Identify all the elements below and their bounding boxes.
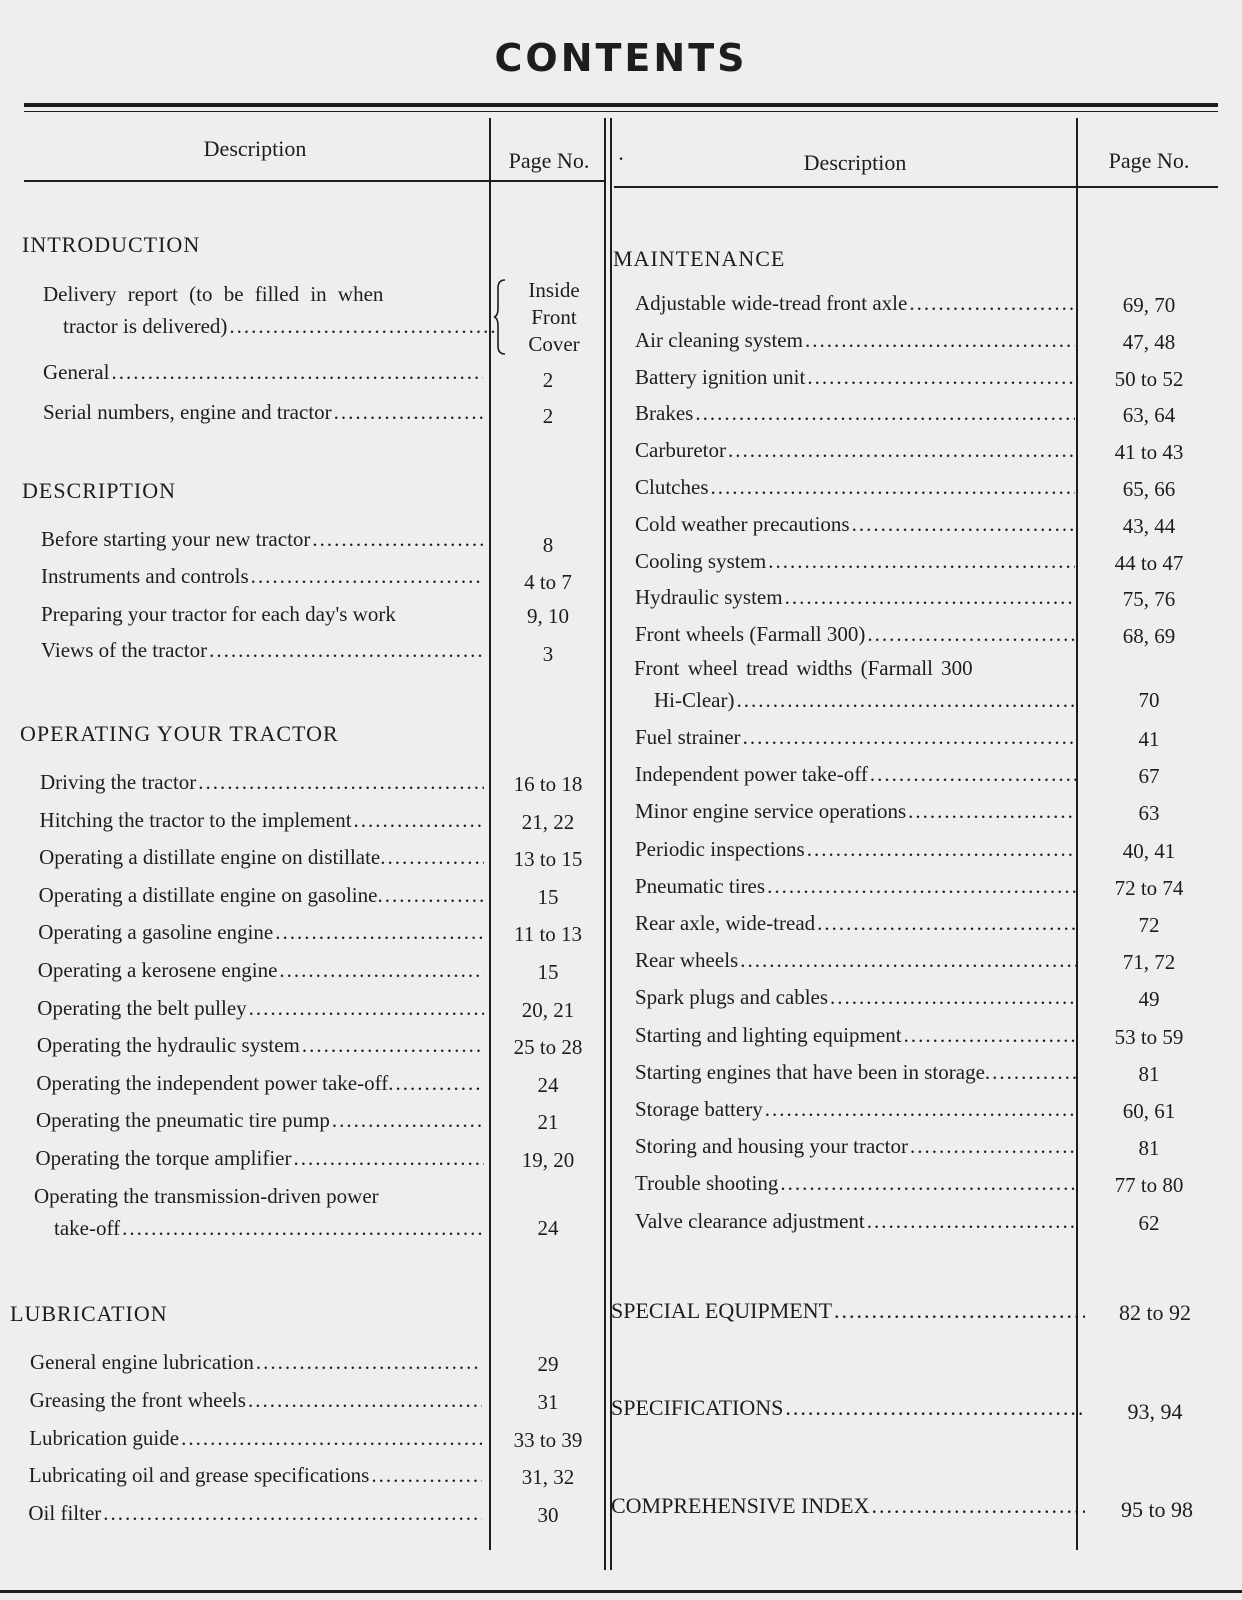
entry-description [635, 364, 1075, 390]
entry-page: 2 [542, 368, 554, 392]
dot-leader [805, 836, 1077, 862]
entry-page: 15 [537, 884, 559, 909]
entry-description [635, 798, 1077, 824]
entry-description [635, 400, 1075, 426]
entry-page: 63, 64 [1122, 403, 1176, 428]
entry-label: Rear axle, wide-tread [635, 911, 816, 935]
entry-description [635, 1133, 1077, 1159]
entry-description [635, 910, 1077, 936]
entry-label: Periodic inspections [635, 836, 805, 861]
entry-label: take-off [54, 1216, 121, 1240]
toc-entry [0, 1096, 1242, 1122]
entry-page: 15 [537, 960, 559, 984]
entry-label: General engine lubrication [30, 1350, 254, 1374]
entry-page: 24 [537, 1216, 559, 1240]
section-introduction: INTRODUCTION [22, 232, 201, 257]
entry-description [635, 621, 1075, 647]
entry-page: 16 to 18 [513, 772, 583, 796]
entry-label: COMPREHENSIVE INDEX [611, 1493, 870, 1518]
entry-page: 20, 21 [521, 997, 575, 1022]
entry-page: 21, 22 [521, 809, 575, 834]
tread-widths-line1 [634, 655, 1074, 681]
entry-label: Trouble shooting [635, 1171, 779, 1196]
entry-page: 60, 61 [1122, 1099, 1176, 1123]
dot-leader [741, 724, 1077, 750]
delivery-report-text-1: Delivery report (to be filled in when [43, 282, 384, 306]
section-maintenance: MAINTENANCE [613, 246, 786, 271]
entry-description [635, 290, 1075, 316]
entry-page: 11 to 13 [513, 922, 583, 947]
entry-page: 13 to 15 [513, 847, 583, 872]
entry-page: 29 [537, 1352, 559, 1376]
entry-label: Hitching the tractor to the implement [39, 807, 352, 832]
entry-page: 63 [1138, 801, 1160, 826]
dot-leader [868, 761, 1077, 787]
entry-page: 65, 66 [1122, 477, 1176, 501]
entry-page: 69, 70 [1122, 293, 1176, 317]
entry-description [635, 1059, 1077, 1085]
entry-label: Operating the hydraulic system [36, 1033, 300, 1058]
delivery-report-text-2: tractor is delivered) [63, 314, 228, 338]
dot-leader [709, 474, 1076, 500]
entry-page: 44 to 47 [1114, 550, 1184, 575]
transmission-pto-line1: Operating the transmission-driven power [34, 1184, 379, 1208]
entry-page: 50 to 52 [1114, 366, 1184, 391]
entry-label: Carburetor [635, 438, 726, 463]
entry-label: Operating the pneumatic tire pump [35, 1108, 330, 1133]
toc-entry [0, 437, 1242, 463]
entry-description [635, 1022, 1077, 1048]
entry-page: 8 [542, 533, 554, 557]
entry-page: 71, 72 [1122, 950, 1176, 975]
entry-label: Brakes [635, 401, 694, 426]
tread-widths-text-1: Front wheel tread widths (Farmall 300 [634, 656, 973, 680]
toc-entry [0, 364, 1242, 390]
entry-page: 93, 94 [1127, 1399, 1183, 1424]
entry-page: 3 [542, 642, 554, 666]
entry-description [611, 1395, 1085, 1421]
toc-entry [0, 1425, 604, 1451]
delivery-page-line3: Cover [528, 332, 580, 356]
entry-page: 43, 44 [1122, 513, 1176, 538]
entry-label: Adjustable wide-tread front axle [635, 291, 908, 315]
entry-label: Preparing your tractor for each day's work [41, 602, 396, 626]
entry-page: 72 [1138, 913, 1160, 937]
entry-page: 47, 48 [1122, 329, 1176, 354]
entry-label: Storing and housing your tractor [635, 1134, 908, 1159]
entry-label: Spark plugs and cables [635, 985, 829, 1010]
dot-leader [179, 1425, 482, 1451]
entry-label: Front wheels (Farmall 300) [635, 622, 866, 647]
entry-description [635, 1170, 1077, 1196]
toc-entry [0, 584, 1242, 610]
dot-leader [908, 1133, 1077, 1159]
toc-entry [0, 621, 1242, 647]
entry-description [635, 984, 1077, 1010]
toc-entry [0, 327, 1242, 353]
entry-description [635, 437, 1075, 463]
entry-page: 67 [1138, 764, 1160, 789]
toc-entry [0, 511, 1242, 537]
entry-description [611, 1298, 1085, 1324]
entry-page: 70 [1138, 688, 1160, 712]
dot-leader [726, 437, 1075, 463]
entry-page: 31 [537, 1389, 559, 1414]
entry-label: Cooling system [635, 548, 767, 573]
entry-page: 25 to 28 [513, 1035, 583, 1060]
entry-description [635, 1208, 1077, 1234]
dot-leader [805, 364, 1075, 390]
entry-page: 40, 41 [1122, 838, 1176, 863]
entry-label: Before starting your new tractor [41, 527, 311, 551]
entry-label: Starting engines that have been in storage. [635, 1059, 991, 1084]
right-page-header: Page No. [1108, 148, 1190, 173]
toc-entry [0, 947, 1242, 973]
entry-page: 21 [537, 1110, 559, 1135]
entry-label: Pneumatic tires [635, 873, 766, 898]
dot-leader [783, 584, 1075, 610]
entry-label: SPECIAL EQUIPMENT [611, 1298, 833, 1323]
toc-entry [0, 984, 1242, 1010]
entry-label: Clutches [635, 475, 709, 499]
entry-label: Instruments and controls [41, 564, 249, 588]
entry-page: 81 [1138, 1061, 1160, 1086]
entry-page: 68, 69 [1122, 624, 1176, 649]
dot-leader [865, 621, 1075, 647]
dot-leader [870, 1493, 1086, 1519]
dot-leader [803, 327, 1075, 353]
toc-entry [0, 1462, 604, 1488]
entry-description [635, 761, 1077, 787]
toc-entry [0, 1349, 604, 1375]
dot-leader [902, 1022, 1077, 1048]
toc-entry-special-equipment [0, 1298, 1242, 1326]
dot-leader [765, 873, 1077, 899]
entry-page: 30 [537, 1503, 559, 1528]
entry-label: Operating a kerosene engine [37, 958, 278, 982]
left-header-rule [24, 180, 604, 182]
dot-leader [990, 1059, 1077, 1085]
dot-leader [907, 290, 1075, 316]
entry-page: 41 to 43 [1114, 440, 1184, 465]
toc-entry [0, 910, 1242, 936]
entry-description [635, 327, 1075, 353]
entry-label: Cold weather precautions [635, 511, 850, 536]
entry-label: Valve clearance adjustment [635, 1208, 865, 1233]
toc-entry [0, 761, 1242, 787]
entry-page: 72 to 74 [1114, 875, 1184, 900]
page-title: CONTENTS [494, 36, 748, 80]
toc-entry [0, 1208, 1242, 1234]
toc-entry [0, 1022, 1242, 1048]
entry-label: General [43, 360, 110, 384]
toc-entry [0, 687, 1242, 713]
left-page-header: Page No. [508, 148, 590, 173]
entry-label: Serial numbers, engine and tractor [43, 400, 332, 424]
left-description-header: Description [203, 136, 307, 161]
title-rule-thick [24, 103, 1218, 107]
entry-page: 77 to 80 [1114, 1173, 1184, 1198]
entry-page: 41 [1138, 727, 1160, 751]
entry-page: 82 to 92 [1118, 1300, 1192, 1325]
entry-page: 2 [542, 404, 554, 428]
toc-entry [0, 1170, 1242, 1196]
entry-description [611, 1493, 1085, 1519]
delivery-page-line2: Front [531, 305, 577, 329]
right-bullet-mark: · [617, 146, 625, 171]
toc-entry [0, 474, 1242, 500]
entry-label: SPECIFICATIONS [611, 1395, 784, 1420]
entry-label: Hydraulic system [635, 585, 783, 610]
entry-label: Operating the torque amplifier [35, 1146, 292, 1170]
toc-entry [0, 400, 1242, 426]
entry-page: 95 to 98 [1120, 1497, 1194, 1522]
dot-leader [832, 1298, 1085, 1324]
entry-page: 53 to 59 [1114, 1024, 1184, 1049]
dot-leader [865, 1208, 1077, 1234]
toc-entry-comprehensive-index [0, 1493, 1242, 1521]
bottom-rule [0, 1590, 1242, 1593]
entry-description [29, 1462, 482, 1488]
dot-leader [828, 984, 1077, 1010]
toc-entry [0, 1059, 1242, 1085]
entry-label: Operating the belt pulley [37, 995, 247, 1020]
entry-description [635, 474, 1075, 500]
section-lubrication: LUBRICATION [10, 1301, 168, 1326]
entry-description [635, 836, 1077, 862]
toc-entry [0, 798, 1242, 824]
toc-entry [0, 290, 1242, 316]
entry-page: 33 to 39 [513, 1427, 583, 1452]
entry-description [654, 687, 1074, 713]
dot-leader [693, 400, 1075, 426]
entry-description [30, 1349, 482, 1375]
dot-leader [738, 947, 1077, 973]
entry-page: 24 [537, 1072, 559, 1097]
entry-description [635, 584, 1075, 610]
entry-label: Operating the independent power take-off. [36, 1070, 394, 1095]
entry-description [635, 947, 1077, 973]
dot-leader [906, 798, 1077, 824]
entry-page: 49 [1138, 987, 1160, 1012]
toc-entry [0, 836, 1242, 862]
entry-page: 31, 32 [521, 1465, 575, 1490]
dot-leader [778, 1170, 1077, 1196]
dot-leader [763, 1096, 1077, 1122]
entry-description [29, 1425, 482, 1451]
entry-description [635, 511, 1075, 537]
entry-description [635, 724, 1077, 750]
entry-description [635, 873, 1077, 899]
entry-label: Air cleaning system [635, 327, 803, 352]
delivery-page-line1: Inside [528, 278, 580, 302]
right-header-rule [614, 186, 1218, 188]
entry-label: Independent power take-off [635, 762, 868, 787]
entry-label: Battery ignition unit [635, 364, 806, 389]
entry-label: Starting and lighting equipment [635, 1022, 902, 1047]
entry-label: Hi-Clear) [654, 688, 735, 712]
entry-label: Views of the tractor [41, 638, 208, 662]
dot-leader [254, 1349, 482, 1375]
entry-label: Operating a distillate engine on distillate. [39, 845, 386, 870]
right-description-header: Description [803, 150, 907, 175]
entry-label: Operating a distillate engine on gasoline. [38, 882, 383, 907]
entry-page: 62 [1138, 1210, 1160, 1235]
toc-entry [0, 1133, 1242, 1159]
entry-description [635, 1096, 1077, 1122]
entry-page: 75, 76 [1122, 587, 1176, 612]
dot-leader [766, 548, 1075, 574]
entry-label: Operating a gasoline engine [38, 920, 274, 945]
dot-leader [815, 910, 1077, 936]
section-operating: OPERATING YOUR TRACTOR [20, 721, 339, 746]
dot-leader [850, 511, 1075, 537]
entry-label: Driving the tractor [40, 770, 197, 794]
entry-label: Fuel strainer [635, 725, 741, 749]
toc-entry [0, 724, 1242, 750]
entry-label: Greasing the front wheels [29, 1387, 246, 1412]
entry-label: Lubrication guide [29, 1425, 180, 1450]
dot-leader [783, 1395, 1085, 1421]
dot-leader [734, 687, 1074, 713]
entry-label: Minor engine service operations [635, 799, 907, 824]
entry-page: 81 [1138, 1136, 1160, 1161]
entry-label: Lubricating oil and grease specifications [28, 1463, 370, 1488]
entry-label: Storage battery [635, 1097, 763, 1121]
entry-description [635, 548, 1075, 574]
dot-leader [369, 1462, 482, 1488]
section-description: DESCRIPTION [22, 478, 177, 503]
entry-page: 4 to 7 [524, 570, 572, 594]
entry-label: Rear wheels [635, 948, 739, 973]
toc-entry [0, 873, 1242, 899]
entry-label: Oil filter [28, 1501, 102, 1526]
entry-page: 9, 10 [527, 604, 569, 628]
title-rule-thin [24, 111, 1218, 112]
toc-entry-specifications [0, 1395, 1242, 1423]
entry-page: 19, 20 [521, 1148, 575, 1172]
toc-entry [0, 548, 1242, 574]
